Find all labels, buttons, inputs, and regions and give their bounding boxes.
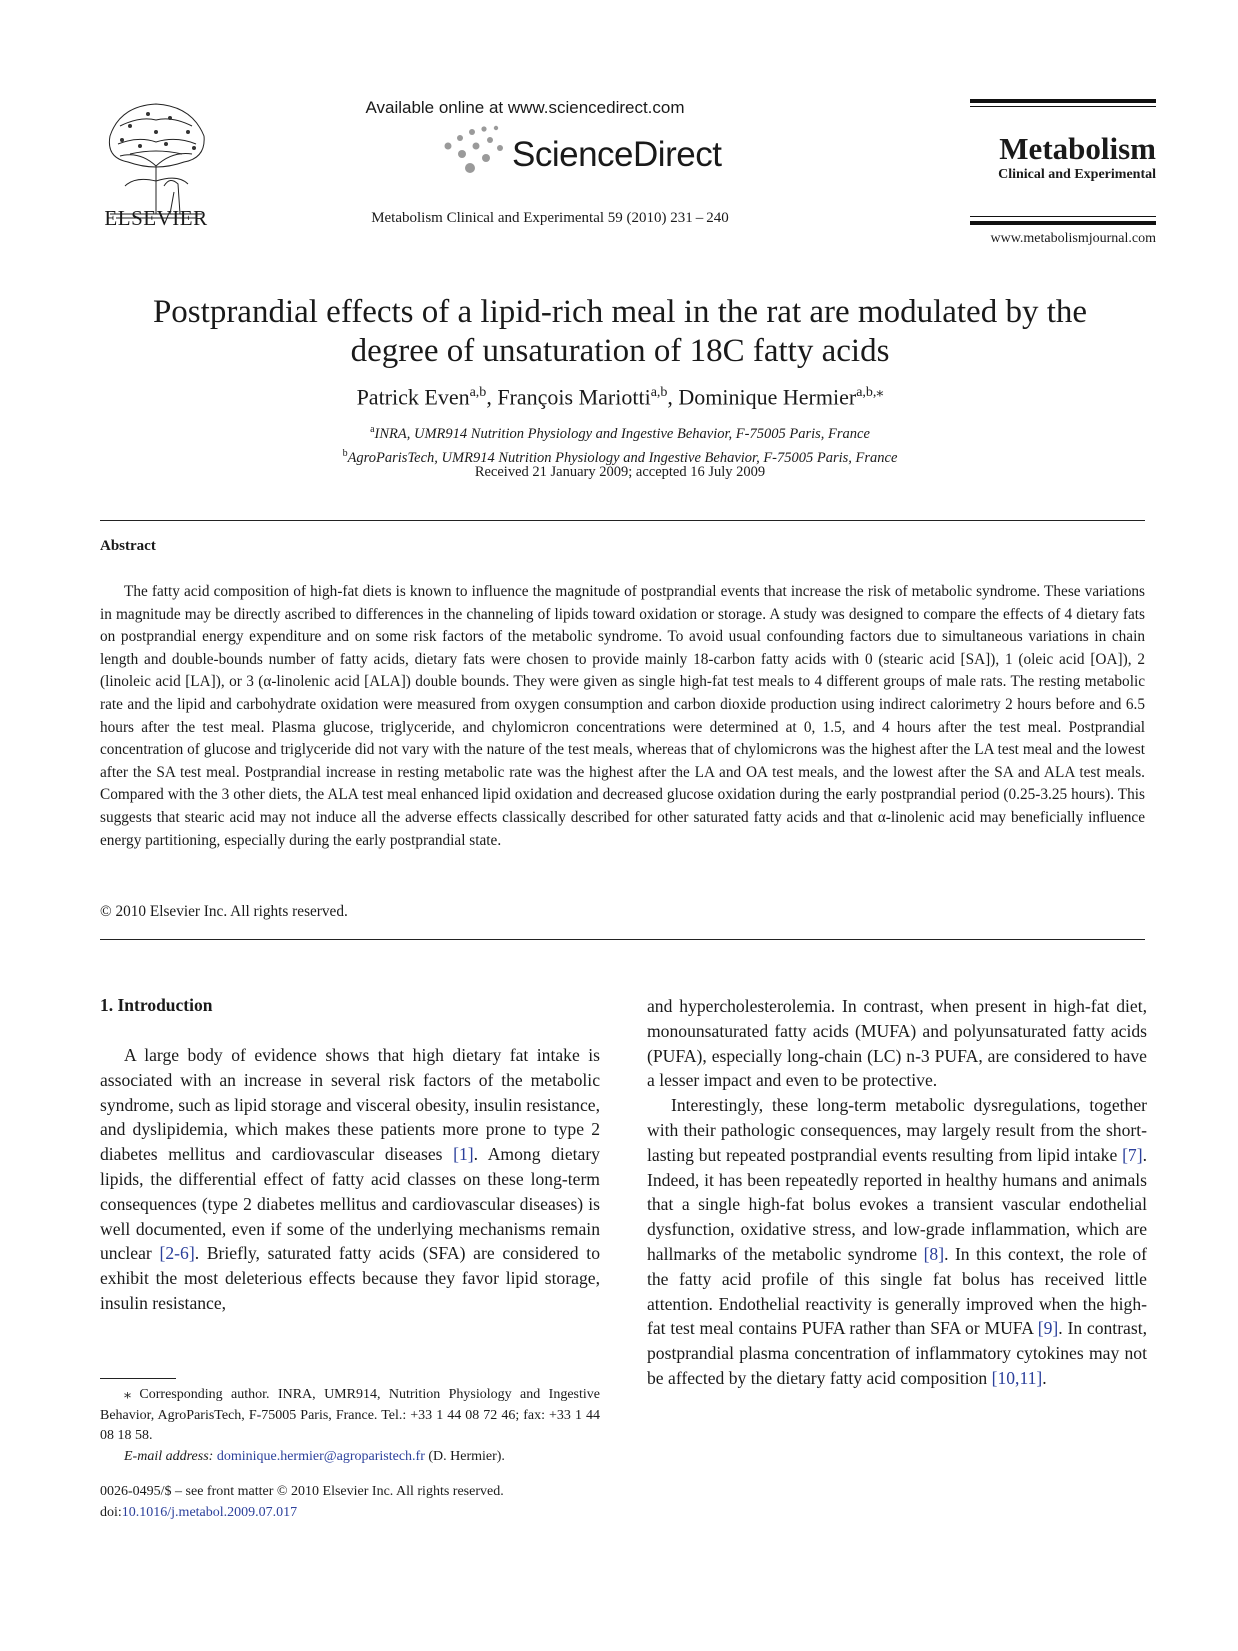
citation-link[interactable]: [9] [1037,1318,1059,1339]
affiliation-text: INRA, UMR914 Nutrition Physiology and Ingestive Behavior, F-75005 Paris, France [374,425,870,442]
sciencedirect-wordmark: ScienceDirect [512,135,722,174]
available-online-text[interactable]: Available online at www.sciencedirect.com [365,98,685,117]
journal-name: Metabolism [999,131,1156,166]
masthead-rule [970,99,1156,103]
abstract-copyright: © 2010 Elsevier Inc. All rights reserved. [100,903,348,920]
author-separator: , [486,384,498,410]
introduction-heading: 1. Introduction [100,995,213,1015]
author-separator: , [667,384,679,410]
section-divider [100,939,1145,940]
masthead-rule [970,106,1156,107]
citation-link[interactable]: [8] [923,1243,945,1264]
affiliation-mark: b [342,447,348,459]
affiliation-text: AgroParisTech, UMR914 Nutrition Physiology and Ingestive Behavior, F-75005 Paris, France [347,449,898,466]
publisher-name: ELSEVIER [104,206,208,230]
doi-line [100,1503,620,1524]
paragraph-text: . [1042,1367,1047,1388]
author-affiliation-mark: a,b, [856,385,877,400]
email-link[interactable]: dominique.hermier@agroparistech.fr [216,1448,425,1464]
citation-link[interactable]: [7] [1122,1144,1143,1165]
left-column [100,1043,600,1316]
email-suffix: (D. Hermier). [424,1448,505,1464]
corresponding-author-mark[interactable]: ⁎ [876,385,884,400]
received-dates: Received 21 January 2009; accepted 16 July 2009 [474,464,766,480]
paragraph-text: . In this context, the role of the fatty acid profile of this single fat bolus has received little attention. Endothelial reactivity is generally improved when the high-fat test meal contains PUFA rather than SFA or MUFA [647,1243,1147,1339]
journal-citation: Metabolism Clinical and Experimental 59 (2010) 231 – 240 [371,210,729,226]
masthead-rule [970,221,1156,225]
author-affiliation-mark: a,b [469,385,487,400]
paragraph-text: Interestingly, these long-term metabolic dysregulations, together with their pathologic consequences, may largely result from the short-lasting but repeated postprandial events resulting from lipid intake [647,1095,1147,1165]
citation-link[interactable]: [2-6] [159,1243,195,1264]
footnote [100,1385,600,1467]
paragraph-text: . Indeed, it has been repeatedly reported in healthy humans and animals that a single high-fat bolus evokes a transient vascular endothelial dysfunction, oxidative stress, and low-grade inflammation, which are hallmarks of the metabolic syndrome [647,1144,1147,1264]
journal-subtitle: Clinical and Experimental [998,167,1156,182]
article-title [100,293,1140,371]
abstract-heading: Abstract [100,538,156,554]
citation-link[interactable]: [10,11] [991,1367,1043,1388]
masthead-rule [970,216,1156,217]
paragraph-text: . Among dietary lipids, the differential effect of fatty acid classes on these long-term consequences (type 2 diabetes mellitus and cardiovascular diseases) is well documented, even if some of the underlying mechanisms remain unclear [100,1144,600,1264]
front-matter [100,1482,620,1523]
paragraph [647,1093,1147,1391]
front-matter-line: 0026-0495/$ – see front matter © 2010 Elsevier Inc. All rights reserved. [100,1484,504,1499]
abstract-body [100,581,1145,852]
footnote-rule [100,1378,176,1379]
author-name: Patrick Even [356,384,470,410]
right-column [647,994,1147,1391]
corresponding-author-note: ⁎ Corresponding author. INRA, UMR914, Nutrition Physiology and Ingestive Behavior, AgroParisTech, F-75005 Paris, France. Tel.: +33 1 44 08 72 46; fax: +33 1 44 08 18 58. [100,1387,600,1443]
affiliation-line [100,420,1140,444]
sciencedirect-dots-icon [440,124,508,176]
citation-link[interactable]: [1] [453,1144,474,1165]
paragraph [100,1043,600,1316]
author-name: Dominique Hermier [678,384,857,410]
affiliation-mark: a [370,424,375,435]
abstract-text: The fatty acid composition of high-fat diets is known to influence the magnitude of postprandial events that increase the risk of metabolic syndrome. These variations in magnitude may be directly ascribed to differences in the channeling of lipids toward oxidation or storage. A study was designed to compare the effects of 4 dietary fats on postprandial energy expenditure and on some risk factors of the metabolic syndrome. To avoid usual confounding factors due to simultaneous variations in chain length and double-bounds number of fatty acids, dietary fats were chosen to provide mainly 18-carbon fatty acids with 0 (stearic acid [SA]), 1 (oleic acid [OA]), 2 (linoleic acid [LA]), or 3 (α-linolenic acid [ALA]) double bounds. They were given as single high-fat test meals to 4 different groups of male rats. The resting metabolic rate and the lipid and carbohydrate oxidation were measured from oxygen consumption and carbon dioxide production using indirect calorimetry 2 hours before and 6.5 hours after the test meal. Plasma glucose, triglyceride, and chylomicron concentrations were determined at 0, 1.5, and 4 hours after the test meal. Postprandial concentration of glucose and triglyceride did not vary with the nature of the test meals, whereas that of chylomicrons was the highest after the LA test meal and the lowest after the SA test meal. Postprandial increase in resting metabolic rate was the highest after the LA and OA test meals, and the lowest after the SA and ALA test meals. Compared with the 3 other diets, the ALA test meal enhanced lipid oxidation and decreased glucose oxidation during the early postprandial period (0.25-3.25 hours). This suggests that stearic acid may not induce all the adverse effects classically described for other saturated fatty acids and that α-linolenic acid may beneficially influence energy partitioning, especially during the early postprandial state. [100,583,1145,849]
affiliations [100,420,1140,468]
author-list [100,384,1140,410]
email-label: E-mail address: [124,1448,214,1464]
author-affiliation-mark: a,b [650,385,668,400]
journal-url[interactable]: www.metabolismjournal.com [990,231,1156,246]
title-line: degree of unsaturation of 18C fatty acids [350,333,890,369]
section-divider [100,520,1145,521]
doi-label: doi: [100,1504,122,1520]
doi-link[interactable]: 10.1016/j.metabol.2009.07.017 [121,1504,298,1520]
author-name: François Mariotti [497,384,651,410]
paragraph: and hypercholesterolemia. In contrast, when present in high-fat diet, monounsaturated fatty acids (MUFA) and polyunsaturated fatty acids (PUFA), especially long-chain (LC) n-3 PUFA, are considered to have a lesser impact and even to be protective. [647,996,1147,1091]
email-line [100,1447,600,1468]
paragraph-text: . In contrast, postprandial plasma concentration of inflammatory cytokines may not be affected by the dietary fatty acid composition [647,1318,1147,1388]
title-line: Postprandial effects of a lipid-rich meal in the rat are modulated by the [152,294,1088,330]
paragraph-text: A large body of evidence shows that high dietary fat intake is associated with an increase in several risk factors of the metabolic syndrome, such as lipid storage and visceral obesity, insulin resistance, and dyslipidemia, which makes these patients more prone to type 2 diabetes mellitus and cardiovascular diseases [100,1045,600,1165]
paragraph-text: . Briefly, saturated fatty acids (SFA) are considered to exhibit the most deleterious effects because they favor lipid storage, insulin resistance, [100,1243,600,1313]
